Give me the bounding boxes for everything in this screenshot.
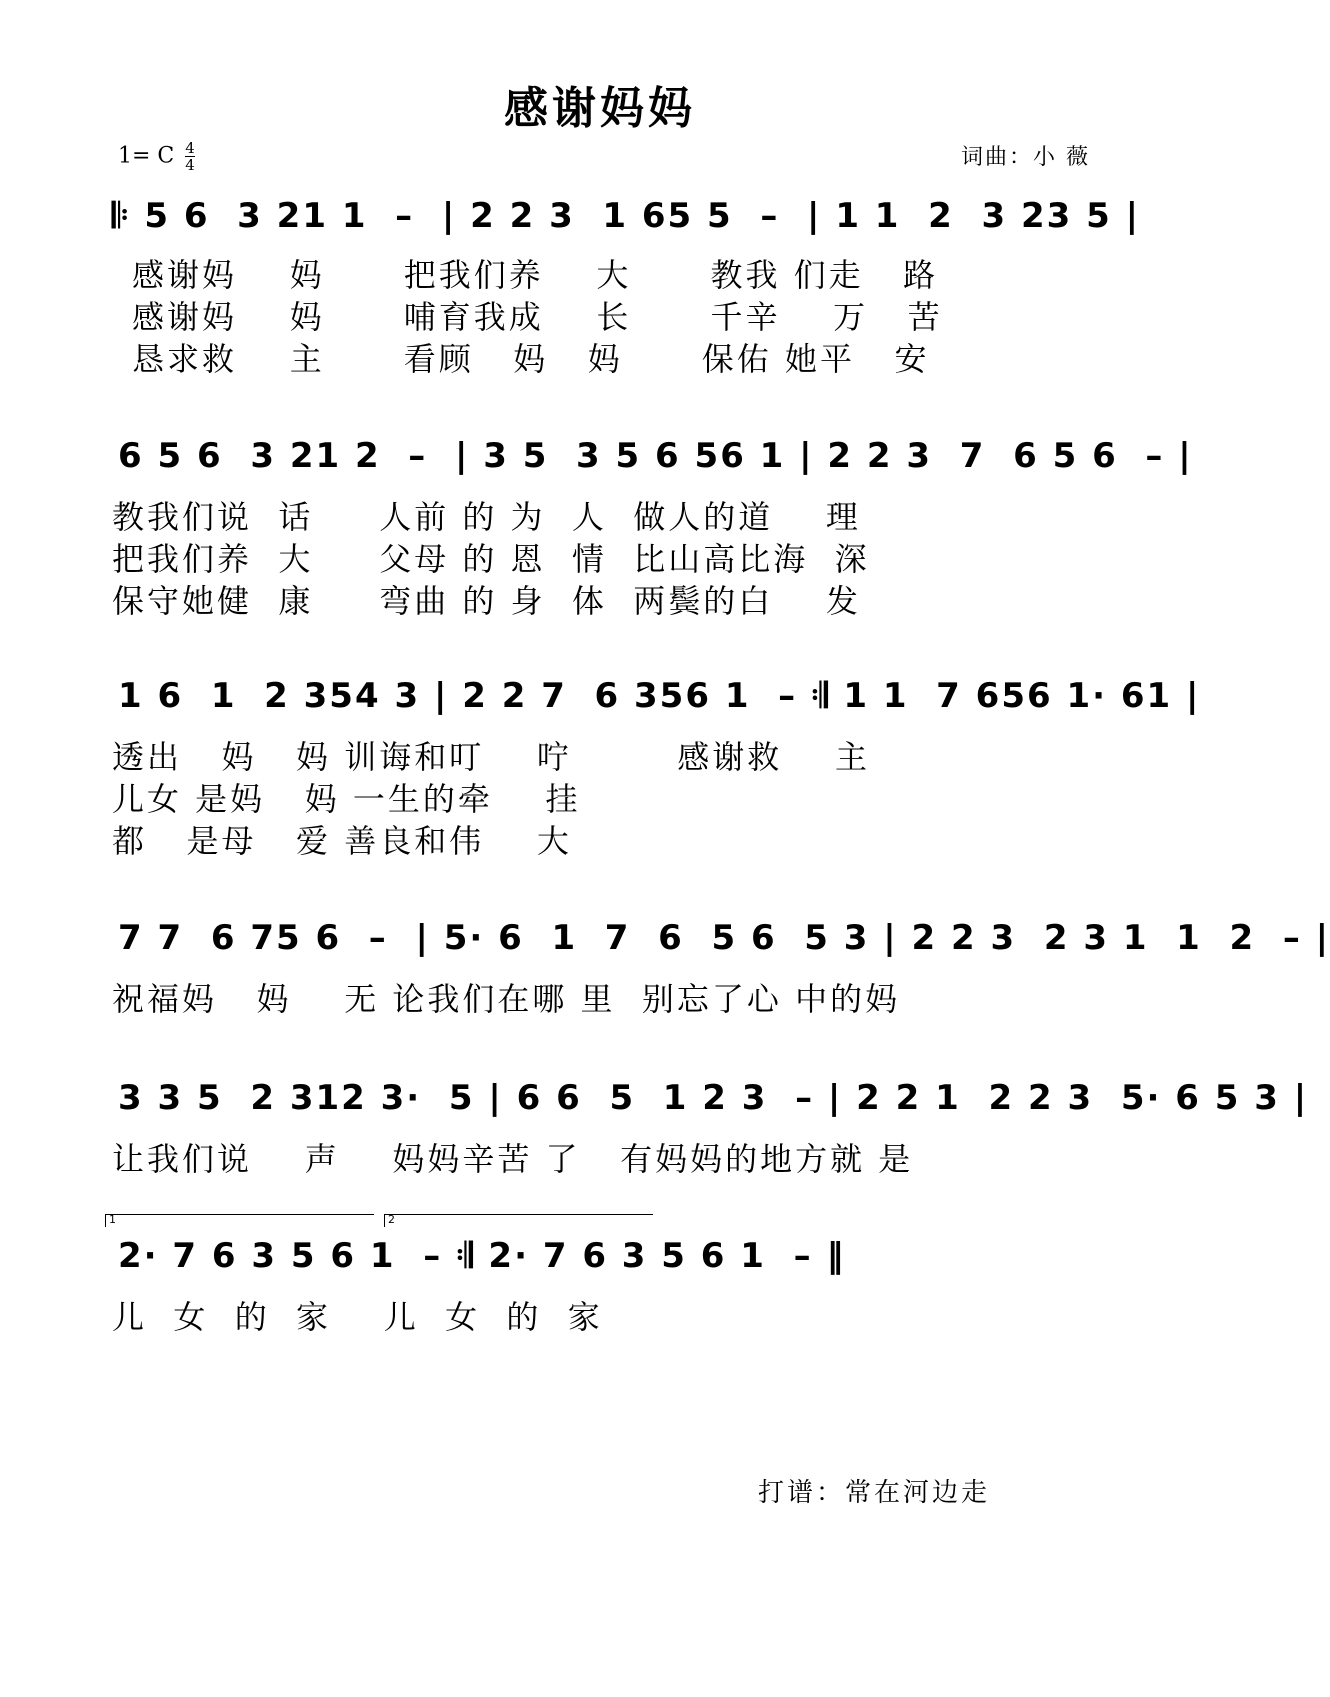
transcriber-credit: 打谱：常在河边走 [757, 1478, 990, 1508]
lyric-line-1-2: 感谢妈 妈 哺育我成 长 千辛 万 苦 [132, 298, 943, 336]
notation-line-4: 7 7 6 75 6 – | 5· 6 1 7 6 5 6 5 3 | 2 2 3 2 3 1 1 2 – | [118, 918, 1330, 958]
volta-bracket-1 [105, 1214, 374, 1227]
volta-label-2: 2 [388, 1213, 395, 1226]
volta-bracket-2 [384, 1214, 653, 1227]
lyric-line-2-3: 保守她健 康 弯曲 的 身 体 两鬓的白 发 [112, 582, 861, 620]
notation-line-5: 3 3 5 2 312 3· 5 | 6 6 5 1 2 3 – | 2 2 1 2 2 3 5· 6 5 3 | [118, 1078, 1309, 1118]
notation-line-2: 6 5 6 3 21 2 – | 3 5 3 5 6 56 1 | 2 2 3 7 6 5 6 – | [118, 436, 1193, 476]
time-signature-top: 4 [185, 139, 195, 157]
lyric-line-5-1: 让我们说 声 妈妈辛苦 了 有妈妈的地方就 是 [112, 1140, 914, 1178]
notation-line-1: 𝄆 5 6 3 21 1 – | 2 2 3 1 65 5 – | 1 1 2 3 23 5 | [112, 196, 1141, 236]
lyric-line-3-1: 透出 妈 妈 训诲和叮 咛 感谢救 主 [112, 738, 870, 776]
song-title: 感谢妈妈 [504, 83, 696, 134]
lyric-line-3-2: 儿女 是妈 妈 一生的牵 挂 [112, 780, 581, 818]
lyric-line-4-1: 祝福妈 妈 无 论我们在哪 里 别忘了心 中的妈 [112, 980, 901, 1018]
lyric-line-3-3: 都 是母 爱 善良和伟 大 [112, 822, 572, 860]
lyric-line-6-1: 儿 女 的 家 儿 女 的 家 [112, 1298, 603, 1336]
credits: 词曲：小 薇 [961, 145, 1090, 170]
lyric-line-2-1: 教我们说 话 人前 的 为 人 做人的道 理 [112, 498, 861, 536]
lyric-line-1-3: 恳求救 主 看顾 妈 妈 保佑 她平 安 [132, 340, 930, 378]
time-signature [185, 140, 195, 173]
volta-label-1: 1 [109, 1213, 116, 1226]
lyric-line-2-2: 把我们养 大 父母 的 恩 情 比山高比海 深 [112, 540, 870, 578]
notation-line-3: 1 6 1 2 354 3 | 2 2 7 6 356 1 – 𝄇 1 1 7 656 1· 61 | [118, 676, 1201, 716]
key-label: 1= C [118, 143, 175, 169]
notation-line-6: 2· 7 6 3 5 6 1 – 𝄇 2· 7 6 3 5 6 1 – ‖ [118, 1236, 846, 1276]
time-signature-bottom: 4 [185, 156, 195, 174]
lyric-line-1-1: 感谢妈 妈 把我们养 大 教我 们走 路 [132, 256, 939, 294]
key-signature [118, 140, 195, 173]
